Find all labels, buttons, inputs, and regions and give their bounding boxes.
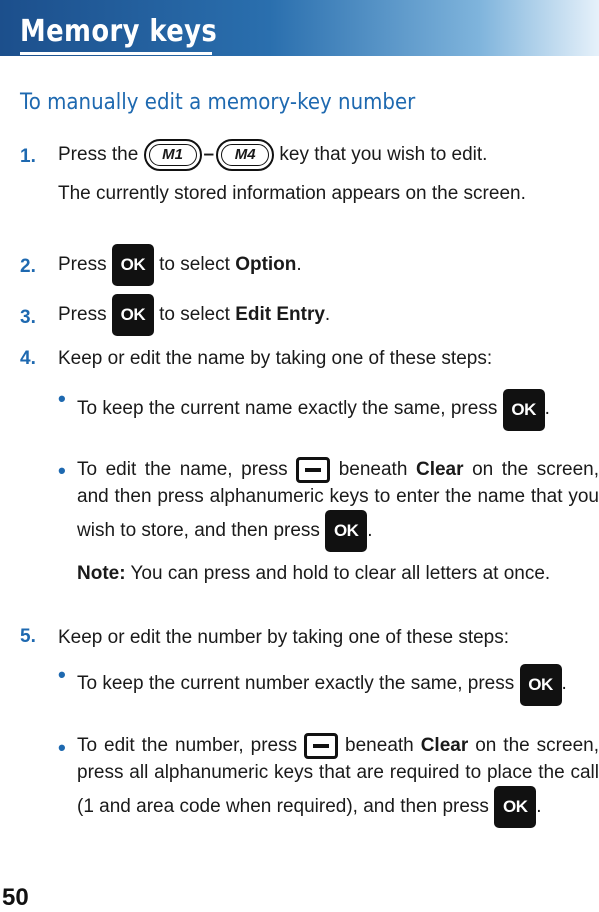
- step-5-text: Keep or edit the number by taking one of these steps:: [58, 627, 510, 648]
- step-1-text: [58, 139, 599, 171]
- step-3-text: [58, 294, 599, 336]
- step-4-bullet-1: [77, 387, 599, 431]
- step-2-text: [58, 244, 599, 286]
- bullet-beneath: beneath: [338, 459, 408, 480]
- step-1-extra: The currently stored information appears on the screen.: [58, 183, 526, 204]
- bullet-pre: To edit the name, press: [77, 459, 288, 480]
- note-text: You can press and hold to clear all letters at once.: [130, 563, 551, 584]
- bullet-marker: •: [58, 458, 66, 483]
- step-5-number: 5.: [20, 626, 36, 647]
- section-subtitle: To manually edit a memory-key number: [20, 90, 416, 115]
- step-3-end: .: [324, 304, 331, 326]
- soft-key-icon: [296, 457, 330, 483]
- note-label: Note:: [77, 563, 126, 584]
- bullet-end: .: [536, 796, 542, 818]
- ok-key-icon: OK: [325, 510, 367, 552]
- ok-key-icon: OK: [112, 244, 154, 286]
- ok-key-icon: OK: [112, 294, 154, 336]
- step-1-post: key that you wish to edit.: [279, 144, 488, 166]
- step-4-number: 4.: [20, 348, 36, 369]
- step-2-number: 2.: [20, 256, 36, 277]
- step-2-post: to select: [159, 254, 230, 276]
- step-5-bullet-1: [77, 662, 599, 706]
- step-1-number: 1.: [20, 146, 36, 167]
- bullet-marker: •: [58, 662, 66, 687]
- bullet-post: on the screen, and then press alphanumeric keys to enter the name that you wish to store, and then press: [77, 459, 599, 542]
- clear-label: Clear: [415, 459, 464, 480]
- step-3-post: to select: [159, 304, 230, 326]
- step-2-end: .: [296, 254, 302, 276]
- step-2-option: Option: [235, 254, 297, 276]
- bullet-post: on the screen, press all alphanumeric keys that are required to place the call (1 and area code when required), and then press: [77, 735, 599, 818]
- bullet-marker: •: [58, 735, 66, 760]
- page-title: Memory keys: [20, 14, 218, 49]
- clear-label: Clear: [420, 735, 469, 756]
- bullet-text: To keep the current name exactly the same, press: [77, 398, 498, 420]
- step-1-pre: Press the: [58, 144, 139, 166]
- step-2-pre: Press: [58, 254, 107, 276]
- bullet-end: .: [367, 520, 373, 542]
- bullet-pre: To edit the number, press: [77, 735, 298, 756]
- m1-key-icon: M1: [144, 139, 202, 171]
- ok-key-icon: OK: [494, 786, 536, 828]
- range-dash: –: [203, 144, 215, 165]
- ok-key-icon: OK: [520, 664, 562, 706]
- m4-key-icon: M4: [216, 139, 274, 171]
- soft-key-icon: [304, 733, 338, 759]
- step-3-edit-entry: Edit Entry: [235, 304, 325, 326]
- page-number: 50: [2, 884, 29, 911]
- bullet-marker: •: [58, 386, 66, 411]
- ok-key-icon: OK: [503, 389, 545, 431]
- bullet-text: To keep the current number exactly the same, press: [77, 673, 515, 695]
- header-banner: [0, 0, 599, 56]
- bullet-end: .: [544, 398, 550, 420]
- step-4-bullet-2: [77, 456, 599, 552]
- step-5-bullet-2: [77, 732, 599, 828]
- bullet-beneath: beneath: [345, 735, 414, 756]
- title-underline: [20, 52, 212, 55]
- step-3-pre: Press: [58, 304, 107, 326]
- step-3-number: 3.: [20, 307, 36, 328]
- step-4-note: [77, 561, 599, 586]
- step-4-text: Keep or edit the name by taking one of these steps:: [58, 348, 493, 369]
- bullet-end: .: [561, 673, 567, 695]
